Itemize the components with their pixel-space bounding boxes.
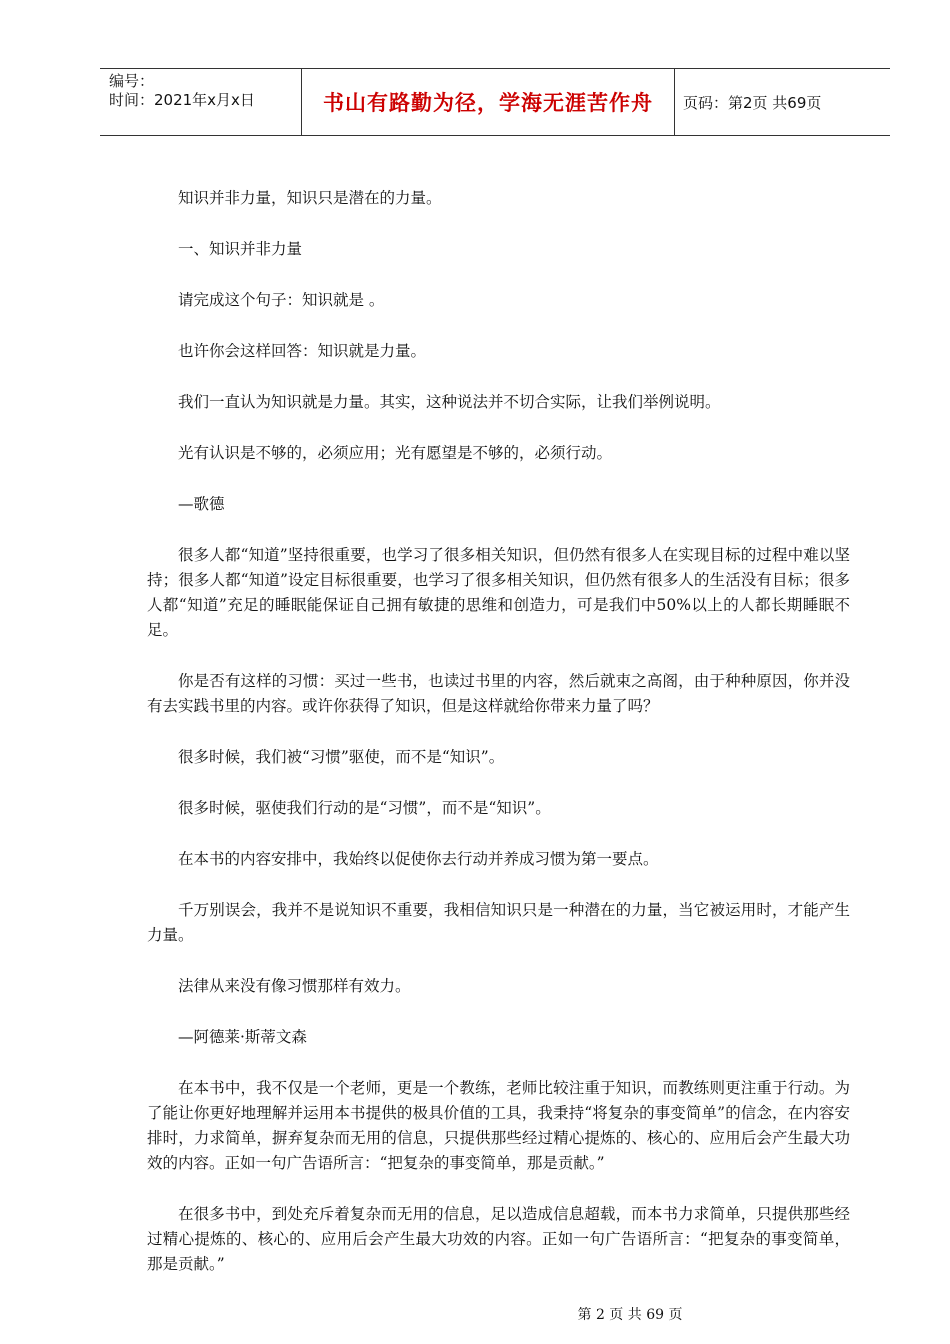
paragraph: 在很多书中，到处充斥着复杂而无用的信息，足以造成信息超载，而本书力求简单，只提供那些经过精心提炼的、核心的、应用后会产生最大功效的内容。正如一句广告语所言：“把复杂的事变简单，那是贡献。” <box>147 1205 850 1273</box>
paragraph: 我们一直认为知识就是力量。其实，这种说法并不切合实际，让我们举例说明。 <box>178 393 721 411</box>
quote: 光有认识是不够的，必须应用；光有愿望是不够的，必须行动。 <box>178 444 613 462</box>
header-motto: 书山有路勤为径，学海无涯苦作舟 <box>302 69 675 135</box>
paragraph: 很多时候，驱使我们行动的是“习惯”，而不是“知识”。 <box>178 799 551 817</box>
paragraph: 也许你会这样回答：知识就是力量。 <box>178 342 427 360</box>
page-header <box>100 68 890 136</box>
document-body <box>147 186 850 1303</box>
quote: 法律从来没有像习惯那样有效力。 <box>178 977 411 995</box>
quote-author: —歌德 <box>178 495 225 513</box>
paragraph: 知识并非力量，知识只是潜在的力量。 <box>178 189 442 207</box>
number-label: 编号： <box>109 72 155 90</box>
section-heading: 一、知识并非力量 <box>178 240 303 258</box>
header-meta <box>100 69 302 135</box>
paragraph: 很多人都“知道”坚持很重要，也学习了很多相关知识，但仍然有很多人在实现目标的过程中难以坚持；很多人都“知道”设定目标很重要，也学习了很多相关知识，但仍然有很多人的生活没有目标；很多人都“知道”充足的睡眠能保证自己拥有敏捷的思维和创造力，可是我们中50%以上的人都长期睡眠不足。 <box>147 546 850 639</box>
paragraph: 很多时候，我们被“习惯”驱使，而不是“知识”。 <box>178 748 505 766</box>
paragraph: 请完成这个句子：知识就是 。 <box>178 291 385 309</box>
quote-author: —阿德莱·斯蒂文森 <box>178 1028 307 1046</box>
paragraph: 在本书的内容安排中，我始终以促使你去行动并养成习惯为第一要点。 <box>178 850 659 868</box>
paragraph: 在本书中，我不仅是一个老师，更是一个教练，老师比较注重于知识，而教练则更注重于行动。为了能让你更好地理解并运用本书提供的极具价值的工具，我秉持“将复杂的事变简单”的信念，在内容安排时，力求简单，摒弃复杂而无用的信息，只提供那些经过精心提炼的、核心的、应用后会产生最大功效的内容。正如一句广告语所言：“把复杂的事变简单，那是贡献。” <box>147 1079 850 1172</box>
paragraph: 你是否有这样的习惯：买过一些书，也读过书里的内容，然后就束之高阁，由于种种原因，你并没有去实践书里的内容。或许你获得了知识，但是这样就给你带来力量了吗？ <box>147 672 850 715</box>
paragraph: 千万别误会，我并不是说知识不重要，我相信知识只是一种潜在的力量，当它被运用时，才能产生力量。 <box>147 901 850 944</box>
time-label: 时间：2021年x月x日 <box>109 91 255 109</box>
page-footer: 第 2 页 共 69 页 <box>577 1307 683 1323</box>
header-page-info: 页码：第2页 共69页 <box>683 93 822 112</box>
